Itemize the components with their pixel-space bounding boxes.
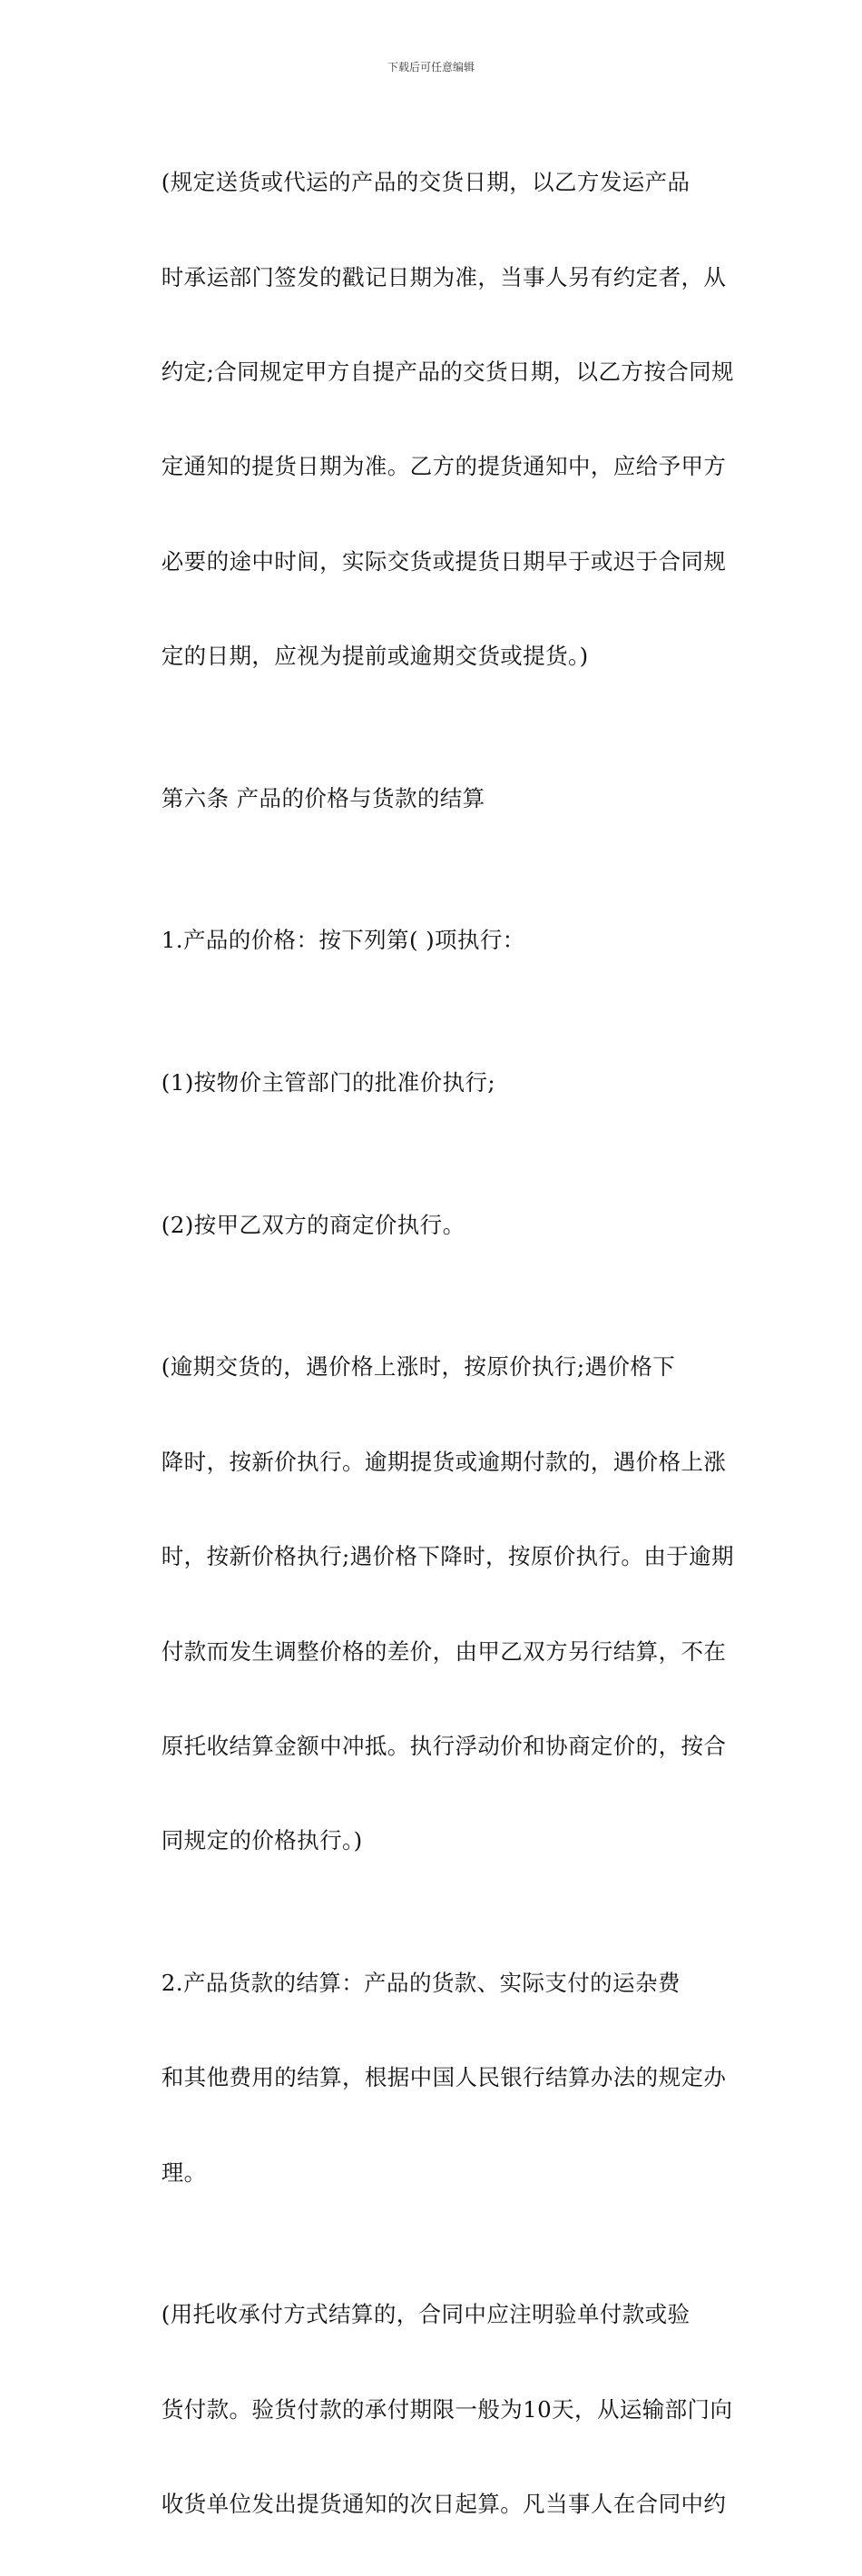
text-line: 2.产品货款的结算：产品的货款、实际支付的运杂费	[161, 1969, 681, 1996]
paragraph-delivery-date-note	[132, 112, 735, 728]
text-line: (用托收承付方式结算的，合同中应注明验单付款或验	[161, 2301, 691, 2328]
text-line: 第六条 产品的价格与货款的结算	[161, 784, 485, 811]
text-line: (2)按甲乙双方的商定价执行。	[161, 1211, 465, 1238]
text-line: 付款而发生调整价格的差价，由甲乙双方另行结算，不在	[161, 1637, 727, 1665]
text-line: 货付款。验货付款的承付期限一般为10天，从运输部门向	[161, 2395, 733, 2423]
paragraph-payment-clause	[132, 1912, 735, 2244]
paragraph-price-adjust-note	[132, 1296, 735, 1912]
text-line: 约定;合同规定甲方自提产品的交货日期，以乙方按合同规	[161, 359, 734, 386]
text-line: (规定送货或代运的产品的交货日期，以乙方发运产品	[161, 169, 691, 196]
text-line: 时，按新价格执行;遇价格下降时，按原价执行。由于逾期	[161, 1543, 734, 1570]
text-line: 收货单位发出提货通知的次日起算。凡当事人在合同中约	[161, 2491, 727, 2518]
text-line: (逾期交货的，遇价格上涨时，按原价执行;遇价格下	[161, 1353, 676, 1381]
paragraph-price-option-1	[132, 1012, 735, 1155]
text-line: 时承运部门签发的戳记日期为准，当事人另有约定者，从	[161, 263, 727, 290]
text-line: 1.产品的价格：按下列第( )项执行：	[161, 927, 525, 954]
page-header: 下载后可任意编辑	[387, 61, 475, 74]
article-six-title	[132, 728, 735, 870]
paragraph-collection-note	[132, 2244, 735, 2575]
text-line: 理。	[161, 2158, 207, 2186]
text-line: 和其他费用的结算，根据中国人民银行结算办法的规定办	[161, 2064, 727, 2091]
text-line: 定通知的提货日期为准。乙方的提货通知中，应给予甲方	[161, 453, 727, 480]
text-line: 原托收结算金额中冲抵。执行浮动价和协商定价的，按合	[161, 1732, 727, 1759]
paragraph-price-clause	[132, 870, 735, 1012]
document-body	[132, 112, 735, 2576]
text-line: 定的日期，应视为提前或逾期交货或提货。)	[161, 643, 589, 670]
paragraph-price-option-2	[132, 1154, 735, 1296]
text-line: 必要的途中时间，实际交货或提货日期早于或迟于合同规	[161, 547, 727, 575]
text-line: (1)按物价主管部门的批准价执行;	[161, 1069, 496, 1096]
text-line: 同规定的价格执行。)	[161, 1827, 363, 1854]
text-line: 降时，按新价执行。逾期提货或逾期付款的，遇价格上涨	[161, 1448, 727, 1475]
